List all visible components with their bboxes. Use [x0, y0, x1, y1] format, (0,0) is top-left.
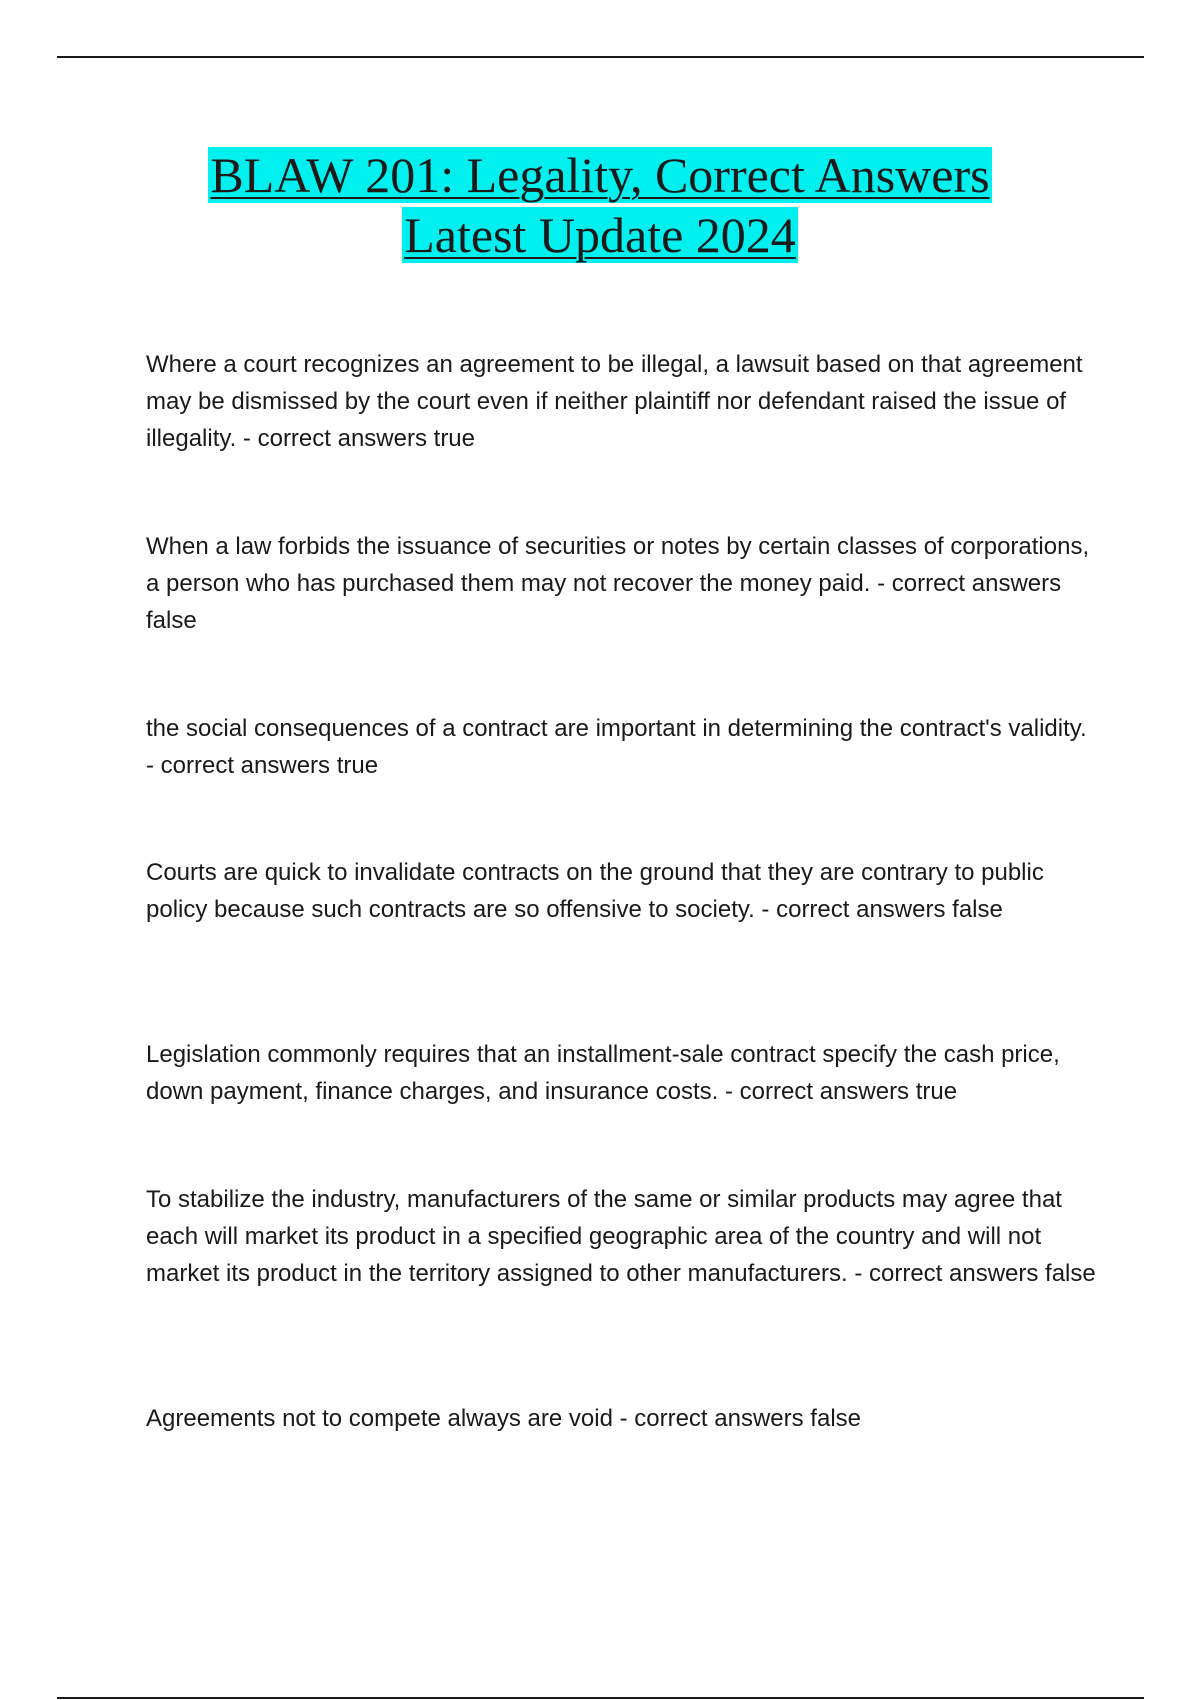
question-text: the social consequences of a contract are important in determining the contract's validity.: [146, 715, 1087, 742]
question-text: To stabilize the industry, manufacturers of the same or similar products may agree that each will market its product in a specified geographic area of the country and will not market its product in the territory assigned to other manufacturers.: [146, 1186, 1062, 1287]
qa-item: [146, 346, 1096, 457]
qa-item: [146, 710, 1096, 784]
answer-text: - correct answers true: [146, 752, 379, 779]
qa-item: [146, 1036, 1096, 1110]
answer-text: - correct answers false: [847, 1260, 1096, 1287]
document-title: [100, 145, 1100, 265]
question-text: Where a court recognizes an agreement to be illegal, a lawsuit based on that agreement may be dismissed by the court even if neither plaintiff nor defendant raised the issue of illegality.: [146, 351, 1083, 452]
top-divider: [57, 56, 1144, 58]
answer-text: - correct answers false: [754, 896, 1003, 923]
question-text: Courts are quick to invalidate contracts on the ground that they are contrary to public policy because such contracts are so offensive to society.: [146, 859, 1044, 923]
answer-text: - correct answers false: [146, 570, 1062, 634]
question-text: Legislation commonly requires that an installment-sale contract specify the cash price, down payment, finance charges, and insurance costs.: [146, 1041, 1060, 1105]
qa-item: [146, 528, 1096, 639]
answer-text: - correct answers true: [236, 425, 475, 452]
question-text: When a law forbids the issuance of securities or notes by certain classes of corporations, a person who has purchased them may not recover the money paid.: [146, 533, 1090, 597]
answer-text: - correct answers false: [612, 1405, 861, 1432]
qa-item: [146, 1181, 1096, 1292]
title-line-2: Latest Update 2024: [404, 207, 796, 263]
question-text: Agreements not to compete always are void: [146, 1405, 613, 1432]
bottom-divider: [57, 1697, 1144, 1699]
title-line-1: BLAW 201: Legality, Correct Answers: [210, 147, 990, 203]
qa-item: [146, 854, 1096, 928]
qa-item: [146, 1400, 1096, 1437]
answer-text: - correct answers true: [718, 1078, 958, 1105]
